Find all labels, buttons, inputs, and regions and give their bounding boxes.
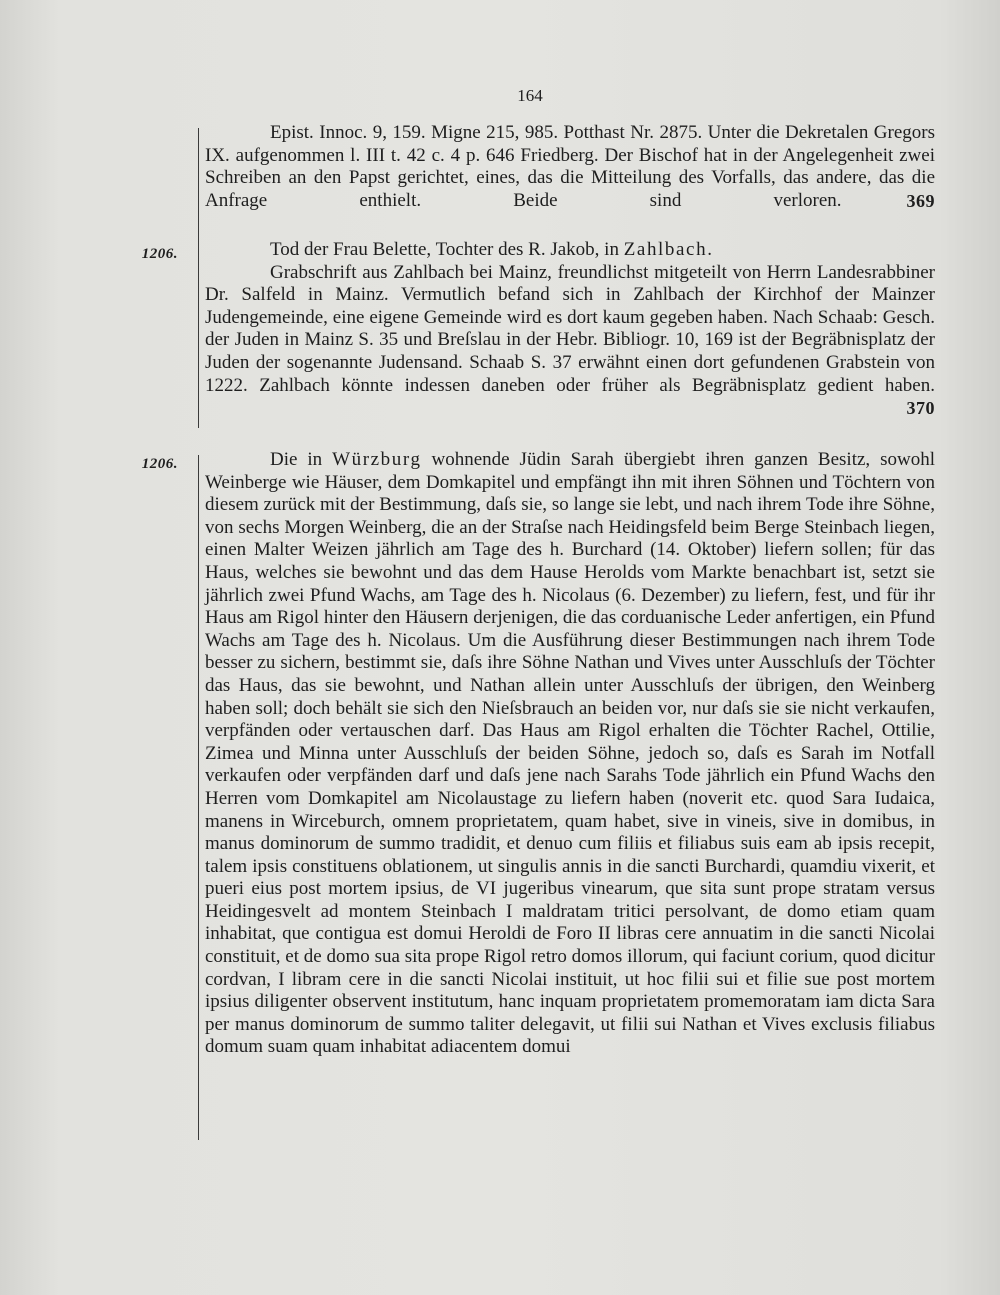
entry-371 — [205, 449, 935, 1059]
entry-date: 1206. — [141, 246, 178, 262]
place-name: Würzburg — [332, 449, 422, 470]
entry-370-text: Grabschrift aus Zahlbach bei Mainz, freundlichst mitgeteilt von Herrn Landesrabbiner Dr. Salfeld in Mainz. Vermutlich befand sich in Zahlbach der Kirchhof der Mainzer Judengemeinde, eine eigene Gemeinde wird es dort kaum gegeben haben. Nach Schaab: Gesch. der Juden in Mainz S. 35 und Breſslau in der Hebr. Bibliogr. 10, 169 ist der Begräbnisplatz der Juden der sogenannte Judensand. Schaab S. 37 erwähnt einen dort gefundenen Grabstein von 1222. Zahlbach könnte indessen daneben oder früher als Begräbnisplatz gedient haben. 370 — [205, 261, 935, 419]
margin-rule — [198, 455, 199, 1140]
entry-number: 370 — [906, 398, 935, 419]
entry-370 — [205, 239, 935, 420]
entry-title: Tod der Frau Belette, Tochter des R. Jakob, in Zahlbach. — [270, 239, 712, 260]
margin-rule — [198, 128, 199, 428]
page-number: 164 — [517, 86, 543, 105]
entry-number: 369 — [906, 190, 935, 211]
place-name: Zahlbach — [623, 239, 708, 260]
entry-371-text: Die in Würzburg wohnende Jüdin Sarah übergiebt ihren ganzen Besitz, sowohl Weinberge wie Häuser, dem Domkapitel und empfängt ihn mit ihren Söhnen und Töchtern von diesem zurück mit der Bestimmung, daſs sie, so lange sie lebt, und nach ihrem Tode ihre Söhne, von sechs Morgen Weinberg, die an der Straſse nach Heidingsfeld beim Berge Steinbach liegen, einen Malter Weizen jährlich am Tage des h. Burchard (14. Oktober) liefern sollen; für das Haus, welches sie bewohnt und das dem Hause Herolds vom Markte benachbart ist, setzt sie jährlich zwei Pfund Wachs, am Tage des h. Nicolaus (6. Dezember) zu liefern, fest, und für ihr Haus am Rigol hinter den Häusern derjenigen, die das corduanische Leder anfertigen, ein Pfund Wachs am Tage des h. Nicolaus. Um die Ausführung dieser Bestimmungen nach ihrem Tode besser zu sichern, bestimmt sie, daſs ihre Söhne Nathan und Vives unter Ausschluſs der Töchter das Haus, das sie bewohnt, und Nathan allein unter Ausschluſs der übrigen, den Weinberg haben soll; doch behält sie sich den Nieſsbrauch an beiden vor, nur daſs sie sie nicht verkaufen, verpfänden oder vertauschen darf. Das Haus am Rigol erhalten die Töchter Rachel, Ottilie, Zimea und Minna unter Ausschluſs der beiden Söhne, jedoch so, daſs es Sarah im Notfall verkaufen oder verpfänden darf und daſs jene nach Sarahs Tode jährlich ein Pfund Wachs den Herren vom Domkapitel am Nicolaustage zu liefern haben (noverit etc. quod Sara Iudaica, manens in Wirceburch, omnem proprietatem, quam habet, sive in vineis, sive in domibus, in manus dominorum de summo tradidit, et denuo cum filiis et filiabus suis eam ab ipsis recepit, talem ipsis constituens oblationem, ut singulis annis in die sancti Burchardi, quamdiu vixerit, et pueri eius post mortem ipsius, de VI jugeribus vinearum, que sita sunt prope stratam versus Heidingesvelt ad montem Steinbach I maldratam tritici persolvant, de domo etiam quam inhabitat, que contigua est domui Heroldi de Foro II libras cere annuatim in die sancti Nicolai constituit, et de domo sua sita prope Rigol retro domos illorum, qui faciunt corium, quod dicitur cordvan, I libram cere in die sancti Nicolai instituit, ut hoc filii sui et filie sue post mortem ipsius diligenter observent institutum, hanc inquam proprietatem promemoratam iam dicta Sara per manus dominorum de summo taliter delegavit, ut filii sui Nathan et Vives exclusis filiabus domum suam quam inhabitat adiacentem domui — [205, 449, 935, 1058]
entry-date: 1206. — [141, 456, 178, 472]
entry-369-text: Epist. Innoc. 9, 159. Migne 215, 985. Potthast Nr. 2875. Unter die Dekretalen Gregors IX. aufgenommen l. III t. 42 c. 4 p. 646 Friedberg. Der Bischof hat in der Angelegenheit zwei Schreiben an den Papst gerichtet, eines, das die Mitteilung des Vorfalls, das andere, das die Anfrage enthielt. Beide sind verloren. 369 — [205, 122, 935, 211]
entry-369 — [205, 122, 935, 212]
